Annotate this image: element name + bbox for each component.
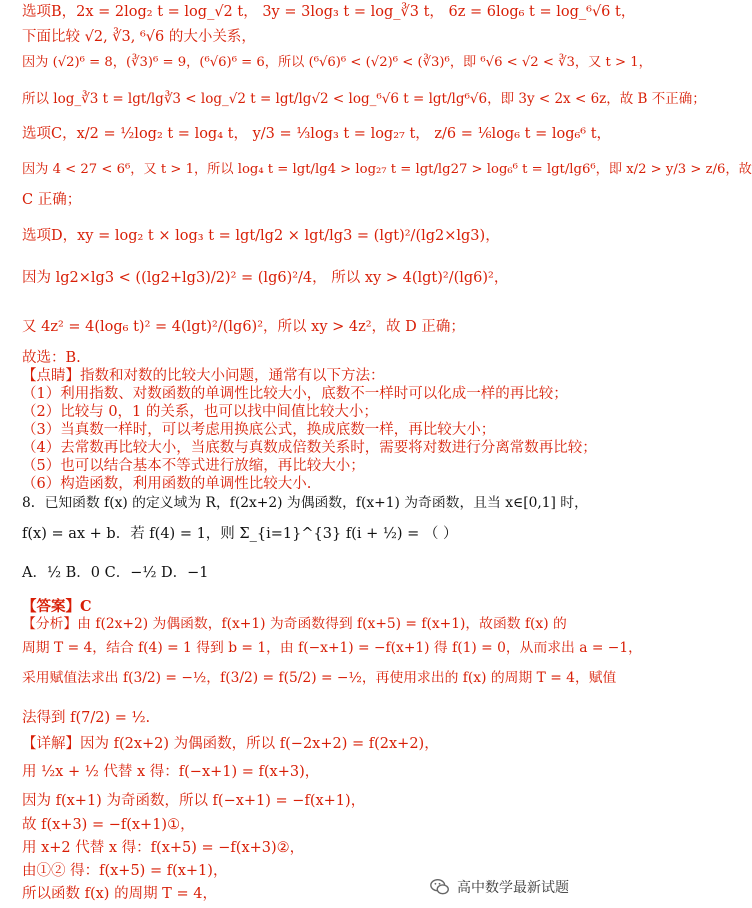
line-c-conclusion: C 正确； (22, 192, 82, 208)
line-tip-2: （2）比较与 0，1 的关系，也可以找中间值比较大小； (22, 404, 378, 420)
line-detail-7: 所以函数 f(x) 的周期 T = 4， (22, 886, 217, 902)
line-tip-4: （4）去常数再比较大小，当底数与真数成倍数关系时，需要将对数进行分离常数再比较； (22, 440, 597, 456)
line-tip-6: （6）构造函数，利用函数的单调性比较大小. (22, 476, 312, 492)
watermark (429, 876, 569, 898)
line-tip-1: （1）利用指数、对数函数的单调性比较大小，底数不一样时可以化成一样的再比较； (22, 386, 568, 402)
line-tip-heading: 【点睛】指数和对数的比较大小问题，通常有以下方法： (22, 368, 385, 384)
line-analysis-3: 采用赋值法求出 f(3/2) = −½，f(3/2) = f(5/2) = −½，再使用求出的 f(x) 的周期 T = 4，赋值 (22, 670, 617, 686)
line-answer: 【答案】C (22, 598, 92, 615)
line-analysis-4: 法得到 f(7/2) = ½. (22, 710, 151, 726)
line-option-c-intro: 选项C，x/2 = ½log₂ t = log₄ t， y/3 = ⅓log₃ t = log₂₇ t， z/6 = ⅙log₆ t = log₆⁶ t， (22, 126, 612, 142)
line-detail-6: 由①② 得：f(x+5) = f(x+1)， (22, 863, 228, 879)
line-tip-5: （5）也可以结合基本不等式进行放缩，再比较大小； (22, 458, 365, 474)
line-tip-3: （3）当真数一样时，可以考虑用换底公式，换成底数一样，再比较大小； (22, 422, 496, 438)
line-b-conclusion: 所以 log_∛3 t = lgt/lg∛3 < log_√2 t = lgt/lg√2 < log_⁶√6 t = lgt/lg⁶√6，即 3y < 2x < 6z，故 B 不正确； (22, 91, 706, 107)
line-power-compare: 因为 (√2)⁶ = 8，(∛3)⁶ = 9，(⁶√6)⁶ = 6，所以 (⁶√6)⁶ < (√2)⁶ < (∛3)⁶，即 ⁶√6 < √2 < ∛3，又 t > 1， (22, 55, 652, 70)
line-option-d-intro: 选项D，xy = log₂ t × log₃ t = lgt/lg2 × lgt/lg3 = (lgt)²/(lg2×lg3)， (22, 228, 500, 244)
line-question-8-cont: f(x) = ax + b．若 f(4) = 1，则 Σ_{i=1}^{3} f(i + ½) = （ ） (22, 526, 458, 542)
line-detail-5: 用 x+2 代替 x 得：f(x+5) = −f(x+3)②， (22, 840, 305, 856)
line-analysis-1: 【分析】由 f(2x+2) 为偶函数，f(x+1) 为奇函数得到 f(x+5) = f(x+1)，故函数 f(x) 的 (22, 616, 567, 632)
line-detail-3: 因为 f(x+1) 为奇函数，所以 f(−x+1) = −f(x+1)， (22, 793, 366, 809)
watermark-text: 高中数学最新试题 (457, 880, 569, 896)
line-analysis-2: 周期 T = 4，结合 f(4) = 1 得到 b = 1，由 f(−x+1) = −f(x+1) 得 f(1) = 0，从而求出 a = −1， (22, 640, 642, 656)
line-c-compare: 因为 4 < 27 < 6⁶，又 t > 1，所以 log₄ t = lgt/lg4 > log₂₇ t = lgt/lg27 > log₆⁶ t = lgt/lg6⁶，即 x/2 > y/3 > z/6，故 (22, 162, 752, 177)
wechat-icon (429, 876, 451, 898)
line-options: A．½ B．0 C．−½ D．−1 (22, 565, 209, 581)
line-option-b-intro: 选项B，2x = 2log₂ t = log_√2 t， 3y = 3log₃ t = log_∛3 t， 6z = 6log₆ t = log_⁶√6 t， (22, 4, 636, 20)
line-answer-choice: 故选：B. (22, 350, 81, 366)
line-d-conclusion: 又 4z² = 4(log₆ t)² = 4(lgt)²/(lg6)²，所以 xy > 4z²，故 D 正确； (22, 319, 465, 335)
line-detail-4: 故 f(x+3) = −f(x+1)①， (22, 817, 195, 833)
line-question-8: 8．已知函数 f(x) 的定义域为 R，f(2x+2) 为偶函数，f(x+1) 为奇函数，且当 x∈[0,1] 时， (22, 495, 588, 511)
line-compare-intro: 下面比较 √2, ∛3, ⁶√6 的大小关系， (22, 29, 256, 45)
line-detail-1: 【详解】因为 f(2x+2) 为偶函数，所以 f(−2x+2) = f(2x+2)， (22, 736, 439, 752)
line-d-inequality: 因为 lg2×lg3 < ((lg2+lg3)/2)² = (lg6)²/4， 所以 xy > 4(lgt)²/(lg6)²， (22, 270, 509, 286)
line-detail-2: 用 ½x + ½ 代替 x 得：f(−x+1) = f(x+3)， (22, 764, 320, 780)
